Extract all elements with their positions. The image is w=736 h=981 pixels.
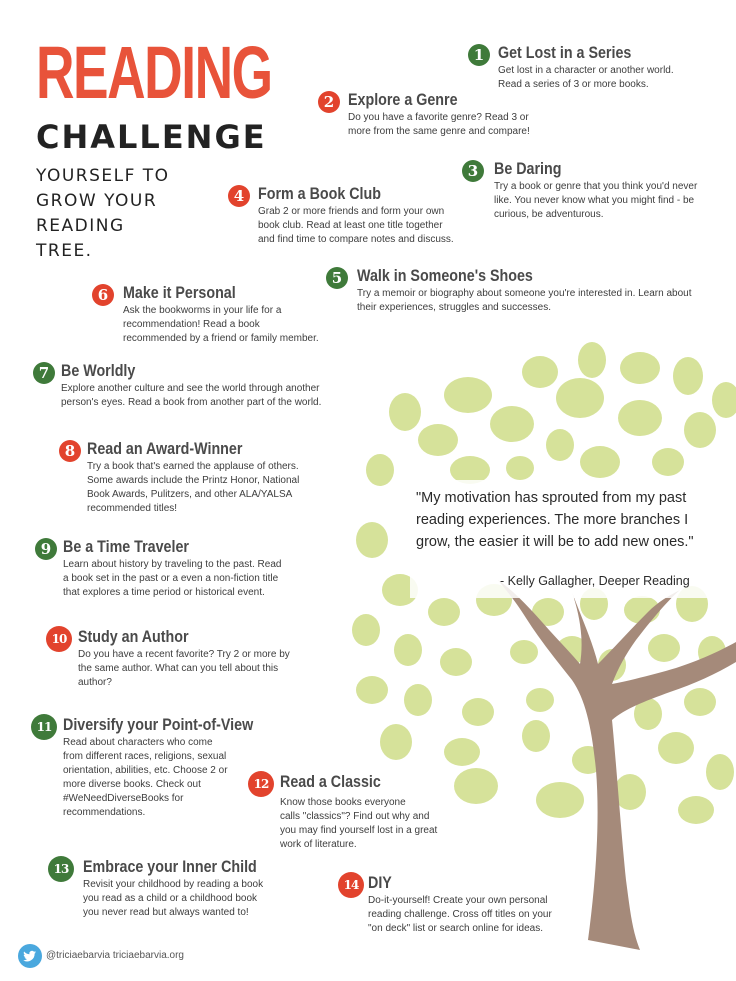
item-title: Read a Classic [280,772,381,791]
number-badge: 12 [248,771,274,797]
item-title: DIY [368,873,392,892]
item-title: Walk in Someone's Shoes [357,266,533,285]
item-description: Do you have a favorite genre? Read 3 or more from the same genre and compare! [348,112,530,137]
item-description: Read about characters who come from different races, religions, sexual orientation, abilities, etc. Choose 2 or more diverse books. Check out #WeNeedDiverseBooks for recommendations. [63,737,228,818]
item-description: Try a memoir or biography about someone you're interested in. Learn about their experiences, struggles and successes. [357,288,692,313]
item-description: Grab 2 or more friends and form your own book club. Read at least one title together and find time to compare notes and discuss. [258,206,454,245]
item-title: Diversify your Point-of-View [63,715,254,734]
number-badge: 7 [33,362,55,384]
item-title: Read an Award-Winner [87,439,243,458]
page-subtitle: CHALLENGE [36,118,267,156]
quote-text: "My motivation has sprouted from my past reading experiences. The more branches I grow, the easier it will be to add new ones." [416,490,694,550]
item-description: Try a book that's earned the applause of others. Some awards include the Printz Honor, National Book Awards, Pulitzers, and other ALA/YALSA recommended titles! [87,461,300,514]
item-description: Ask the bookworms in your life for a recommendation! Read a book recommended by a friend or family member. [123,305,319,344]
item-description: Learn about history by traveling to the past. Read a book set in the past or a even a non-fiction title that explores a time period or historical event. [63,559,282,598]
number-badge: 13 [48,856,74,882]
item-description: Explore another culture and see the world through another person's eyes. Read a book from another part of the world. [61,383,322,408]
tagline-line: YOURSELF TO [36,166,170,186]
number-badge: 6 [92,284,114,306]
tagline-line: READING [36,216,125,236]
number-badge: 9 [35,538,57,560]
number-badge: 2 [318,91,340,113]
item-title: Form a Book Club [258,184,381,203]
footer-credit[interactable]: @triciaebarvia triciaebarvia.org [46,950,184,961]
twitter-bird-icon[interactable] [18,944,42,968]
item-title: Explore a Genre [348,90,458,109]
number-badge: 4 [228,185,250,207]
tagline-line: TREE. [36,241,93,261]
item-description: Try a book or genre that you think you'd never like. You never know what you might find - be curious, be adventurous. [494,181,698,220]
number-badge: 10 [46,626,72,652]
item-description: Do-it-yourself! Create your own personal reading challenge. Cross off titles on your "on deck" list or search online for ideas. [368,895,552,934]
item-description: Do you have a recent favorite? Try 2 or more by the same author. What can you tell about this author? [78,649,290,688]
number-badge: 5 [326,267,348,289]
tagline-line: GROW YOUR [36,191,158,211]
item-title: Make it Personal [123,283,236,302]
item-description: Get lost in a character or another world. Read a series of 3 or more books. [498,65,674,90]
item-title: Be Daring [494,159,562,178]
quote-author: - Kelly Gallagher, Deeper Reading [500,574,690,588]
number-badge: 3 [462,160,484,182]
tagline [36,164,236,264]
number-badge: 14 [338,872,364,898]
item-title: Get Lost in a Series [498,43,632,62]
number-badge: 8 [59,440,81,462]
item-title: Embrace your Inner Child [83,857,257,876]
item-title: Be a Time Traveler [63,537,189,556]
item-description: Revisit your childhood by reading a book you read as a child or a childhood book you never read but always wanted to! [83,879,264,918]
item-title: Be Worldly [61,361,136,380]
item-description: Know those books everyone calls "classics"? Find out why and you may find yourself lost in a great work of literature. [280,797,438,850]
number-badge: 11 [31,714,57,740]
number-badge: 1 [468,44,490,66]
page-title: READING [36,31,272,114]
item-title: Study an Author [78,627,189,646]
